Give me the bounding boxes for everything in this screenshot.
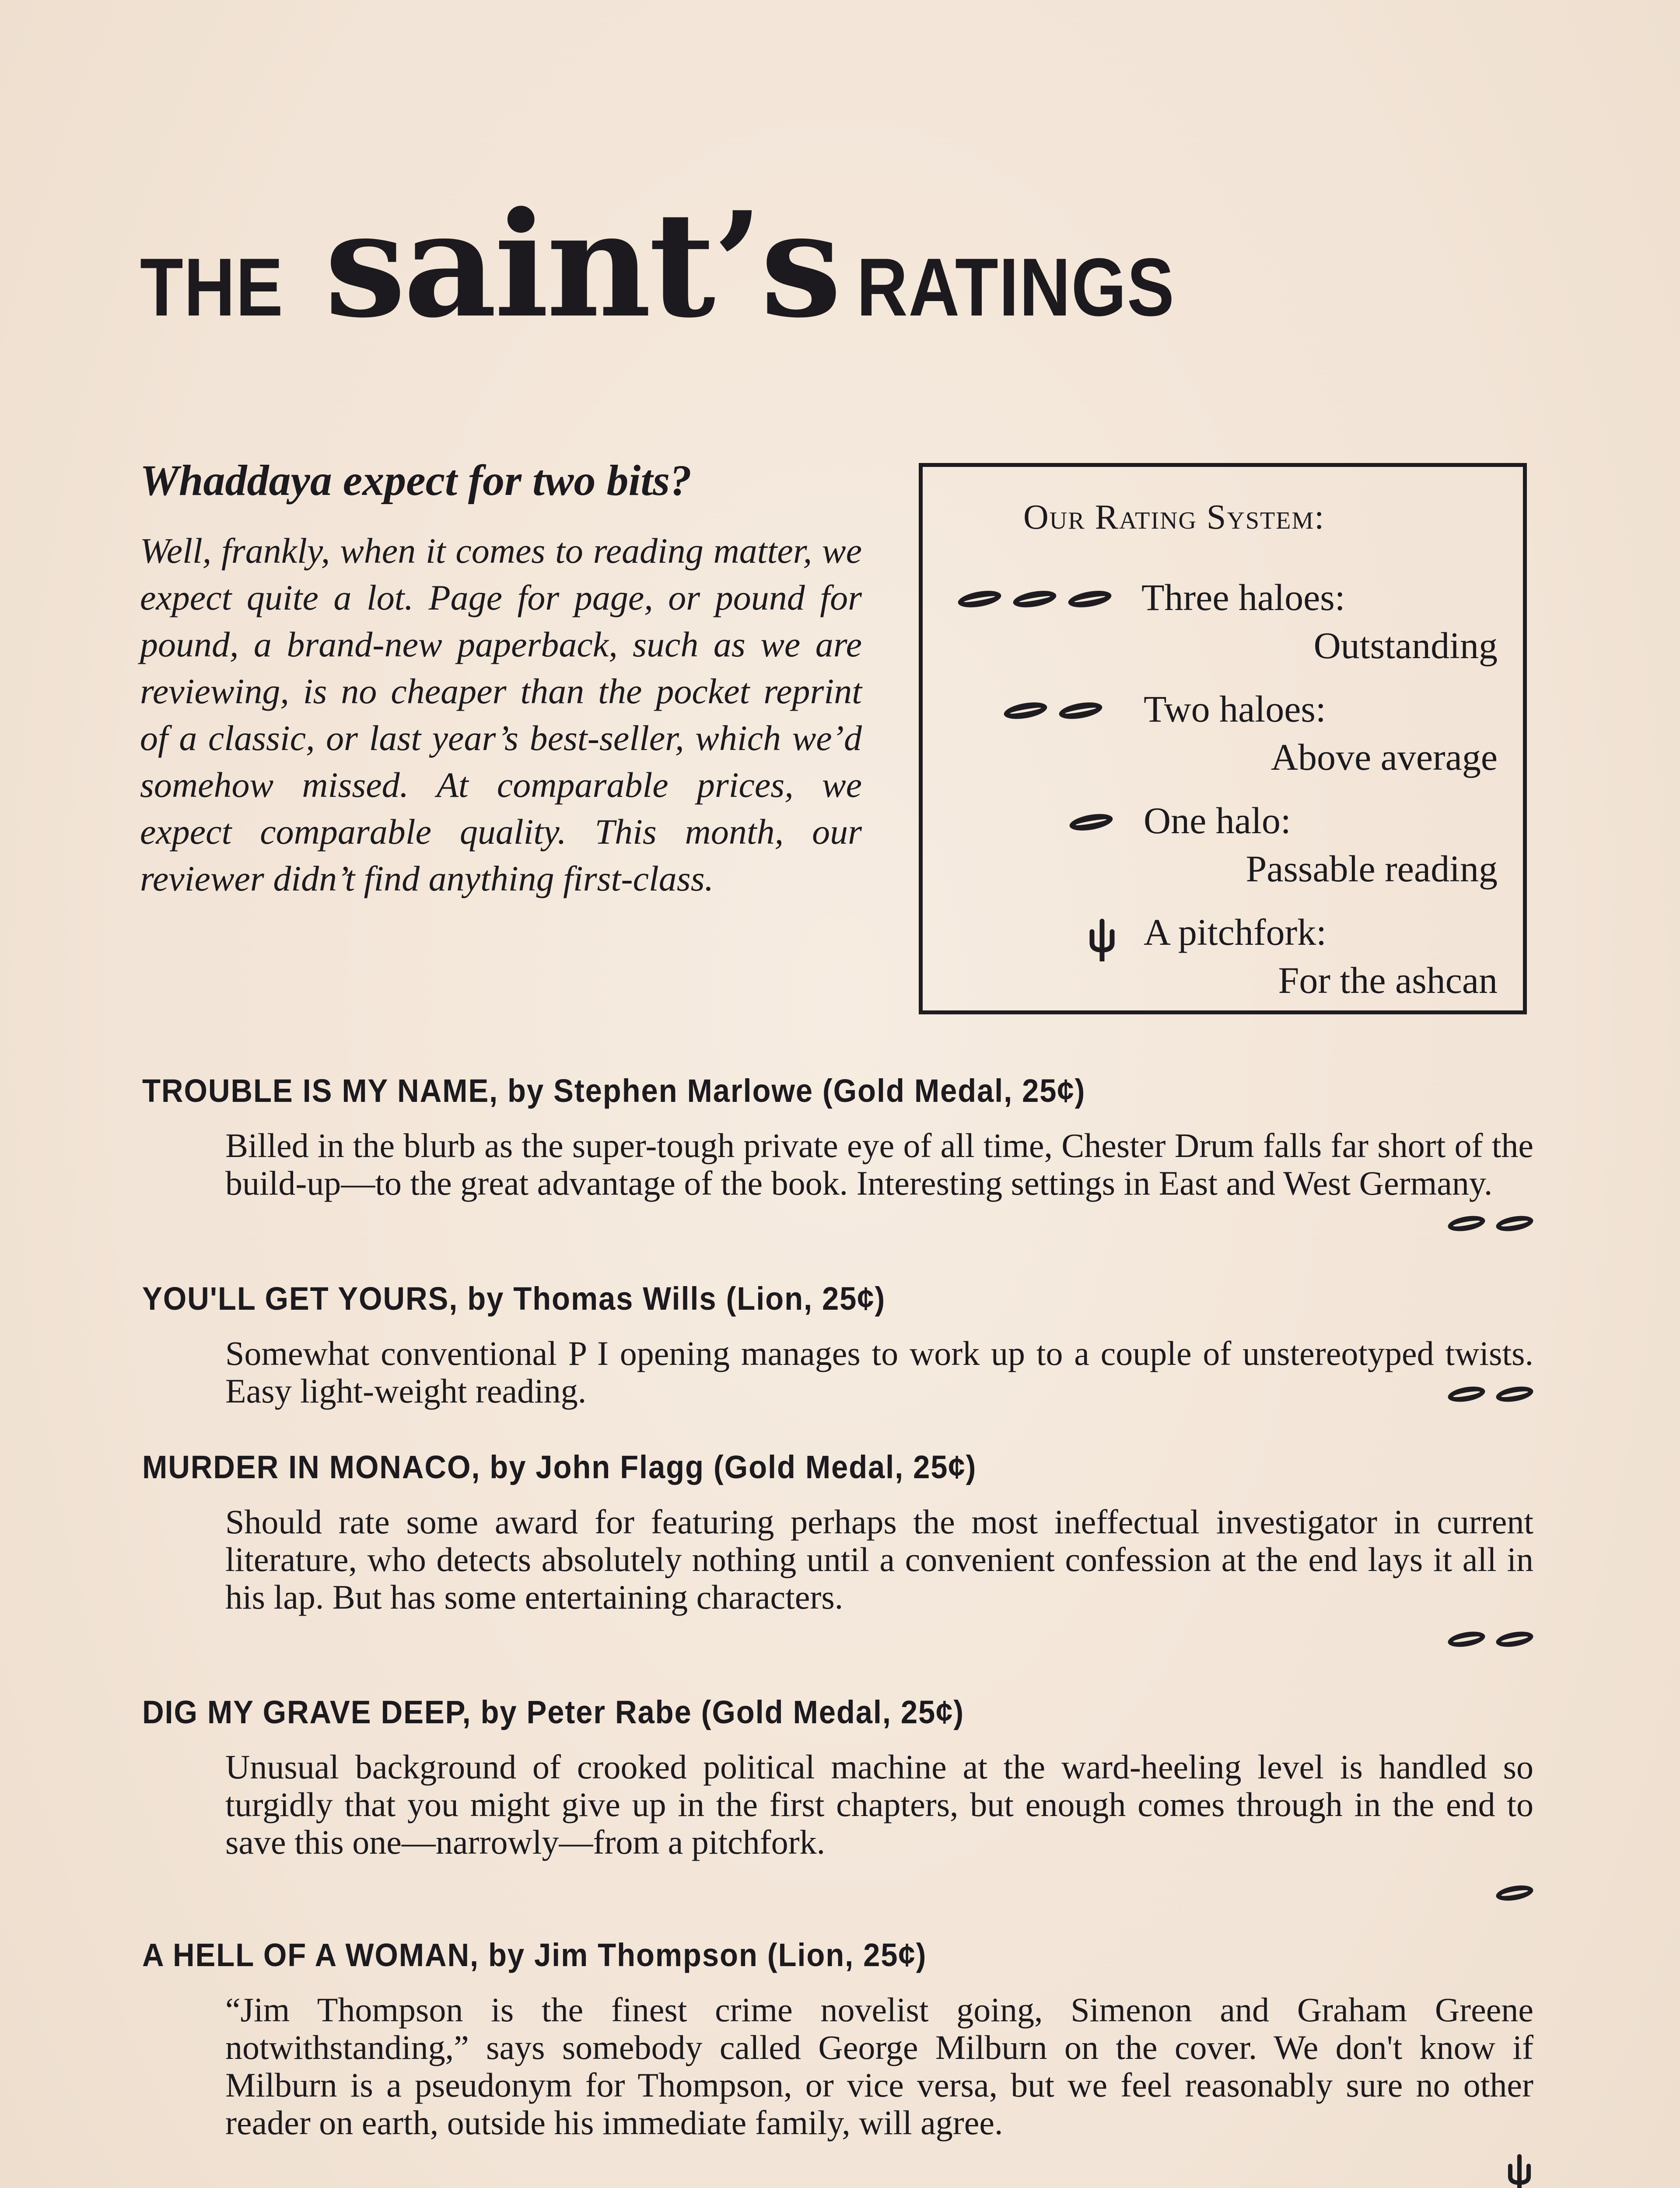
- rating-desc: For the ashcan: [1278, 959, 1498, 1001]
- review-title: MURDER IN MONACO, by John Flagg (Gold Medal, 25¢): [142, 1449, 977, 1485]
- review-item: [142, 1072, 1533, 1202]
- masthead-saint: saint’s: [325, 180, 840, 350]
- rating-label: Three haloes:: [1141, 576, 1345, 618]
- rating-label: One halo:: [1144, 799, 1291, 842]
- intro: [140, 455, 862, 902]
- one-halo-icon: [1069, 815, 1113, 830]
- intro-heading: Whaddaya expect for two bits?: [140, 456, 692, 505]
- review-item: [142, 1694, 1533, 1861]
- review-title: A HELL OF A WOMAN, by Jim Thompson (Lion, 25¢): [142, 1937, 927, 1973]
- rating-desc: Outstanding: [1313, 624, 1498, 666]
- intro-body: Well, frankly, when it comes to reading matter, we expect quite a lot. Page for page, or pound for pound, a brand-new paperback, such as we are reviewing, is no cheaper than the pocket reprint of a classic, or last year’s best-seller, which we’d somehow missed. At comparable prices, we expect comparable quality. This month, our reviewer didn’t find anything first-class.: [140, 531, 862, 898]
- two-halos-icon: [1448, 1217, 1533, 1231]
- pitchfork-icon: [1087, 918, 1117, 961]
- masthead: [140, 180, 1227, 350]
- review-title: YOU'LL GET YOURS, by Thomas Wills (Lion, 25¢): [142, 1280, 886, 1317]
- review-body: “Jim Thompson is the finest crime novelist going, Simenon and Graham Greene notwithstanding,” says somebody called George Milburn on the cover. We don't know if Milburn is a pseudonym for Thompson, or vice versa, but we feel reasonably sure no other reader on earth, outside his immediate family, will agree.: [225, 1991, 1533, 2142]
- masthead-ratings: RATINGS: [857, 241, 1175, 333]
- review-body: Somewhat conventional P I opening manages to work up to a couple of unstereotyped twists. Easy light-weight reading.: [225, 1334, 1533, 1410]
- one-halo-icon: [1496, 1886, 1533, 1900]
- rating-desc: Passable reading: [1246, 848, 1498, 890]
- rating-label: A pitchfork:: [1144, 911, 1326, 953]
- rating-label: Two haloes:: [1144, 688, 1326, 730]
- two-halos-icon: [1448, 1632, 1533, 1646]
- rating-system-box: [919, 463, 1527, 1014]
- review-title: DIG MY GRAVE DEEP, by Peter Rabe (Gold Medal, 25¢): [142, 1694, 965, 1730]
- masthead-the: THE: [140, 241, 284, 333]
- rating-desc: Above average: [1270, 736, 1498, 778]
- three-halos-icon: [958, 592, 1112, 607]
- pitchfork-icon: [1505, 2153, 1533, 2188]
- review-body: Should rate some award for featuring perhaps the most ineffectual investigator in current literature, who detects absolutely nothing until a convenient confession at the end lays it all in his lap. But has some entertaining characters.: [225, 1503, 1533, 1616]
- review-item: [142, 1448, 1533, 1616]
- rating-system-title: Our Rating System:: [1023, 498, 1325, 536]
- review-item: [142, 1280, 1533, 1410]
- review-body: Billed in the blurb as the super-tough private eye of all time, Chester Drum falls far short of the build-up—to the great advantage of the book. Interesting settings in East and West Germany.: [225, 1126, 1533, 1202]
- review-item: [142, 1936, 1533, 2142]
- two-halos-icon: [1448, 1387, 1533, 1401]
- review-title: TROUBLE IS MY NAME, by Stephen Marlowe (Gold Medal, 25¢): [142, 1073, 1086, 1109]
- review-body: Unusual background of crooked political machine at the ward-heeling level is handled so turgidly that you might give up in the first chapters, but enough comes through in the end to save this one—narrowly—from a pitchfork.: [225, 1748, 1533, 1861]
- two-halos-icon: [1004, 703, 1102, 718]
